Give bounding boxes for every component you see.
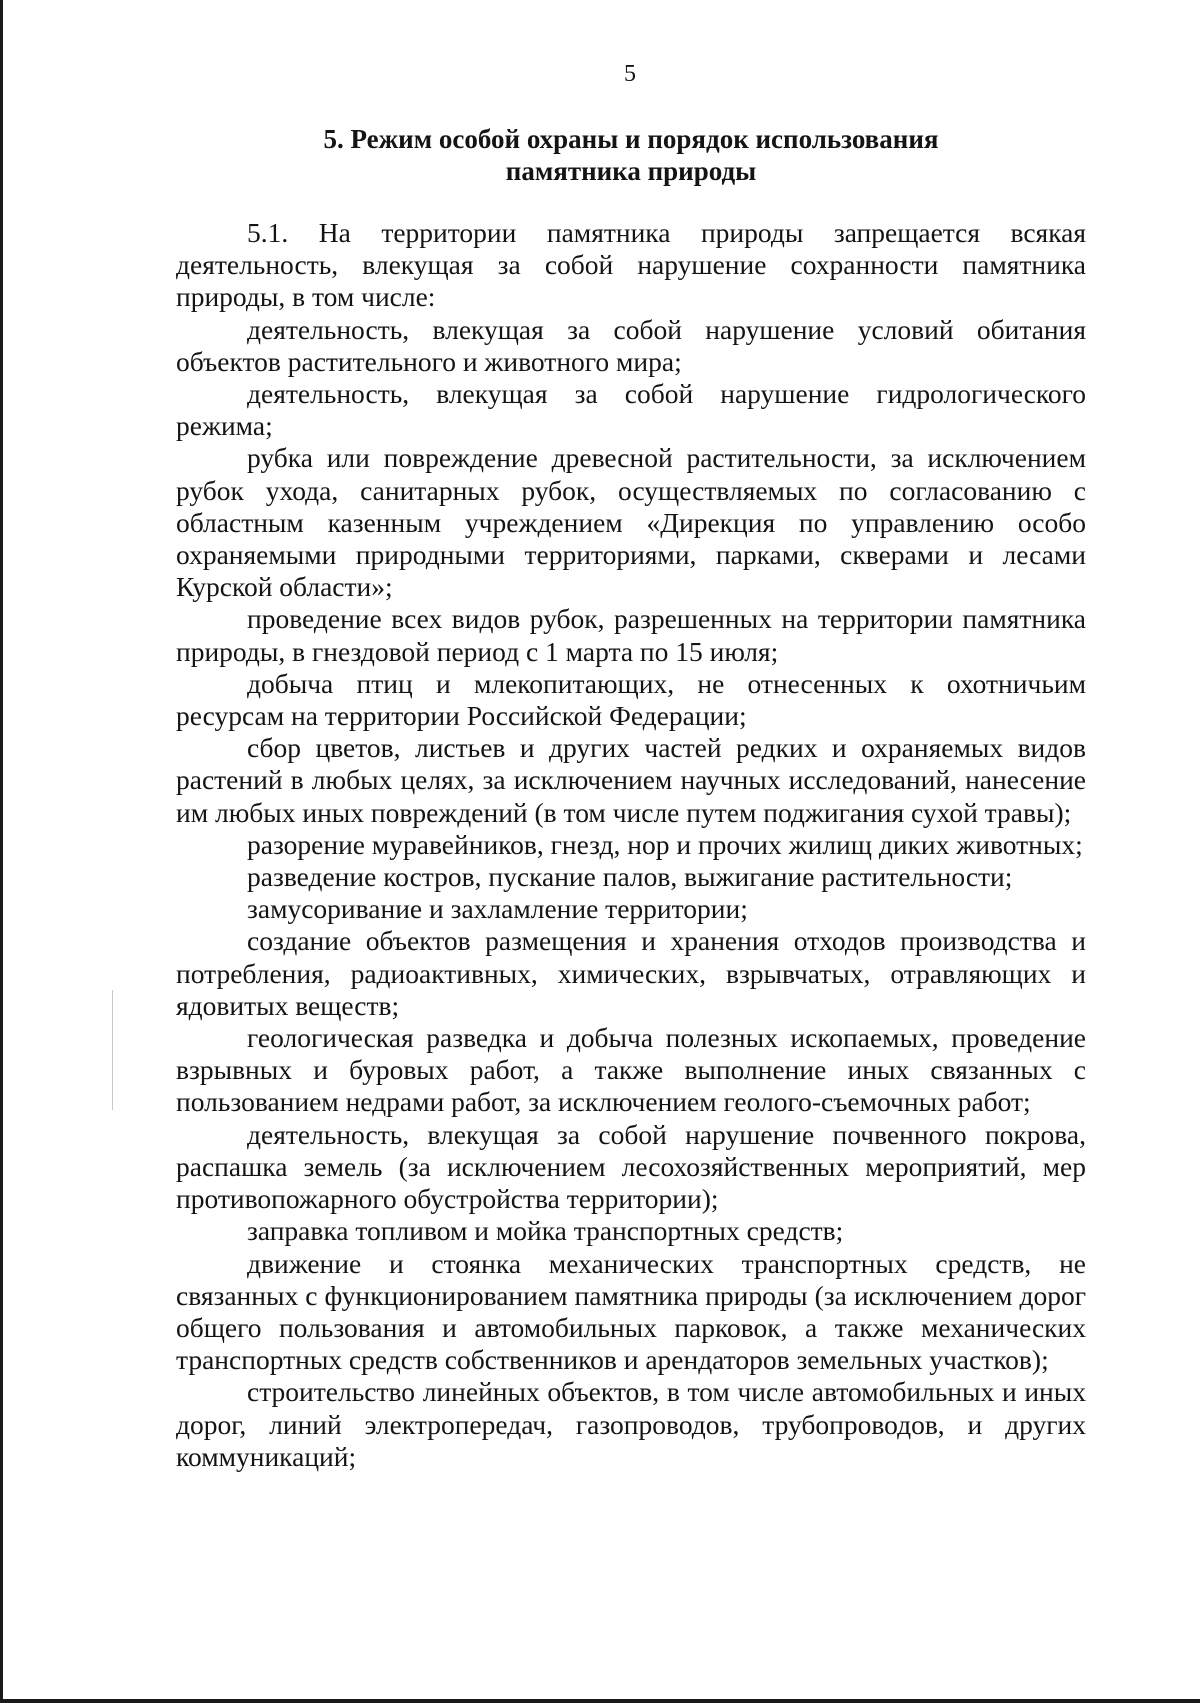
list-item: строительство линейных объектов, в том числе автомобильных и иных дорог, линий электропередач, газопроводов, трубопроводов, и других коммуникаций; (176, 1376, 1086, 1472)
list-item: заправка топливом и мойка транспортных средств; (247, 1215, 844, 1247)
list-item: деятельность, влекущая за собой нарушение условий обитания объектов растительного и животного мира; (176, 313, 1086, 377)
list-item: деятельность, влекущая за собой нарушение гидрологического режима; (176, 378, 1086, 442)
section-title (176, 123, 1086, 187)
section-title-line-1: 5. Режим особой охраны и порядок использования (323, 124, 939, 154)
list-item: создание объектов размещения и хранения отходов производства и потребления, радиоактивных, химических, взрывчатых, отравляющих и ядовитых веществ; (176, 925, 1086, 1021)
list-item: рубка или повреждение древесной растительности, за исключением рубок ухода, санитарных рубок, осуществляемых по согласованию с областным казенным учреждением «Дирекция по управлению особо охраняемыми природными территориями, парками, скверами и лесами Курской области»; (176, 442, 1086, 603)
list-item: движение и стоянка механических транспортных средств, не связанных с функционированием памятника природы (за исключением дорог общего пользования и автомобильных парковок, а также механических транспортных средств собственников и арендаторов земельных участков); (176, 1247, 1086, 1376)
scan-edge-bottom (0, 1699, 1200, 1703)
paragraph-5-1-intro: 5.1. На территории памятника природы запрещается всякая деятельность, влекущая за собой нарушение сохранности памятника природы, в том числе: (176, 217, 1086, 313)
list-item: деятельность, влекущая за собой нарушение почвенного покрова, распашка земель (за исключением лесохозяйственных мероприятий, мер противопожарного обустройства территории); (176, 1118, 1086, 1215)
list-item: разорение муравейников, гнезд, нор и прочих жилищ диких животных; (247, 828, 1083, 860)
scan-edge-left (0, 0, 3, 1703)
body-text (176, 217, 1086, 1473)
list-item: геологическая разведка и добыча полезных ископаемых, проведение взрывных и буровых работ, а также выполнение иных связанных с пользованием недрами работ, за исключением геолого-съемочных работ; (176, 1022, 1086, 1118)
list-item: замусоривание и захламление территории; (247, 893, 748, 925)
page-number: 5 (624, 61, 636, 87)
list-item: разведение костров, пускание палов, выжигание растительности; (247, 861, 1013, 893)
list-item: проведение всех видов рубок, разрешенных на территории памятника природы, в гнездовой период с 1 марта по 15 июля; (176, 603, 1086, 667)
list-item: сбор цветов, листьев и других частей редких и охраняемых видов растений в любых целях, за исключением научных исследований, нанесение им любых иных повреждений (в том числе путем поджигания сухой травы); (176, 732, 1086, 828)
scan-artifact (112, 990, 113, 1110)
list-item: добыча птиц и млекопитающих, не отнесенных к охотничьим ресурсам на территории Российской Федерации; (176, 667, 1086, 732)
section-title-line-2: памятника природы (505, 156, 757, 186)
